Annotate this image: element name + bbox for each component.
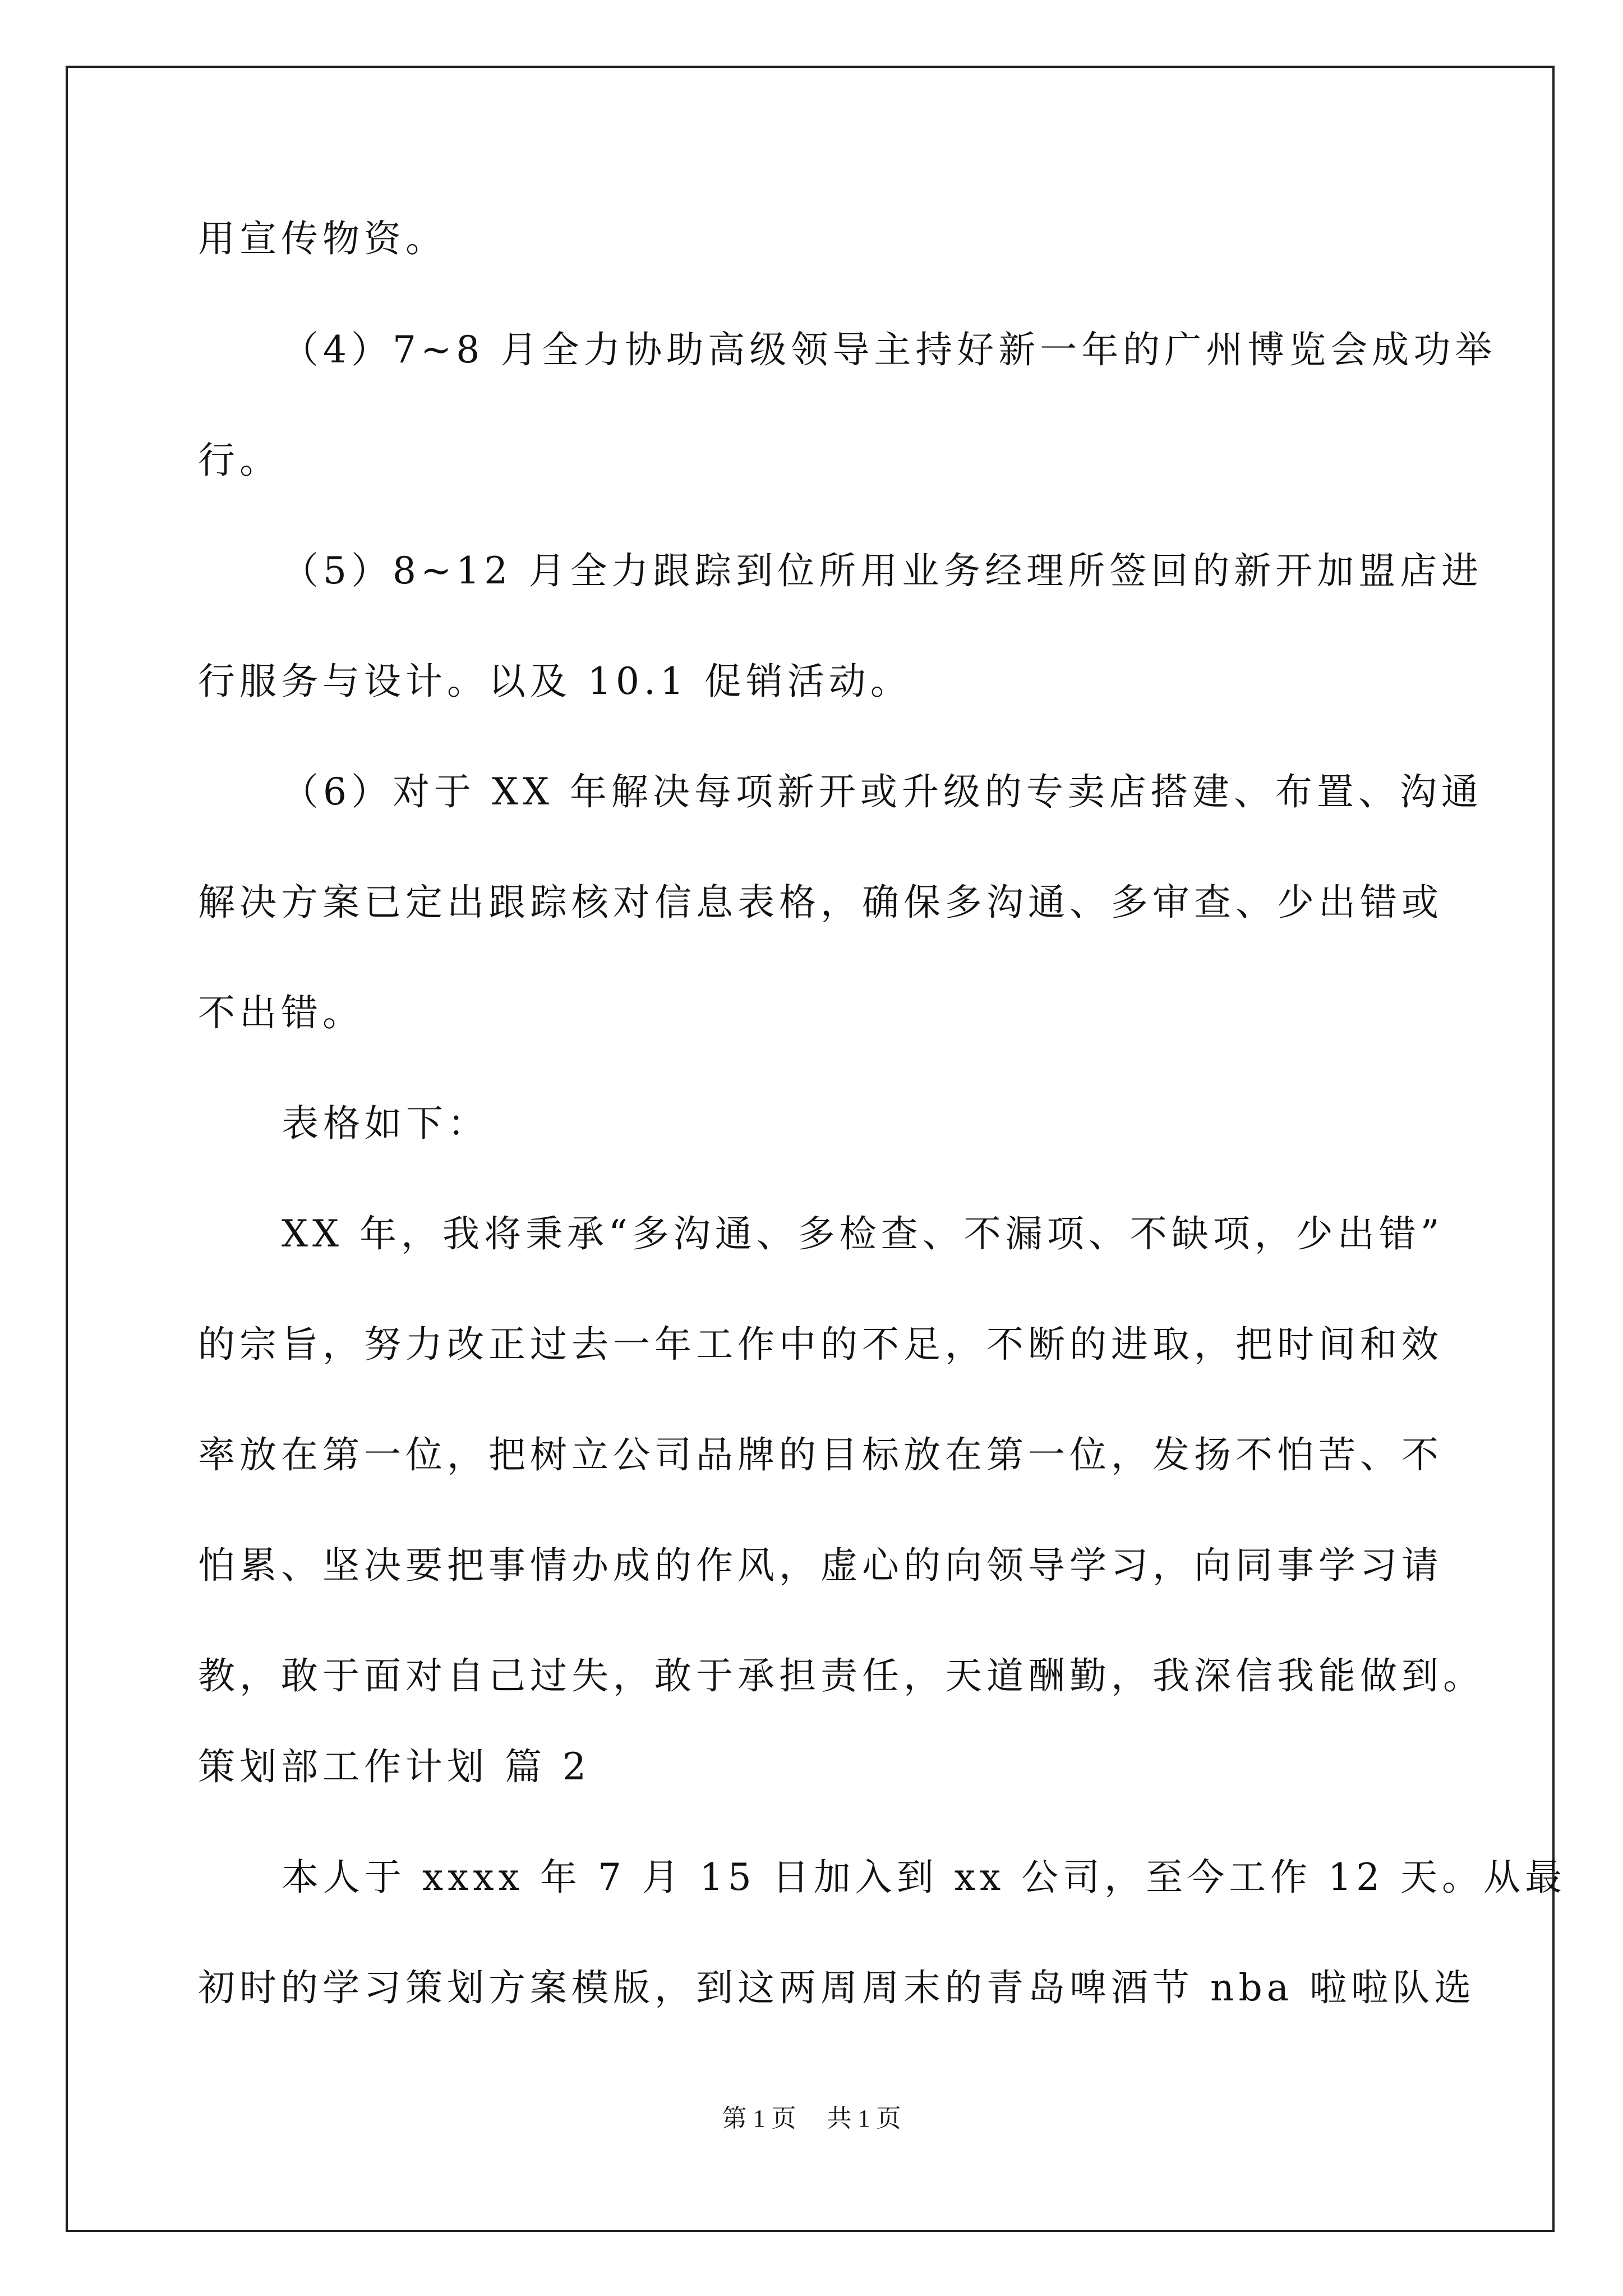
- page-total: 共 1 页: [827, 2105, 901, 2132]
- text-line: （5）8~12 月全力跟踪到位所用业务经理所签回的新开加盟店进: [282, 549, 1483, 592]
- text-line: 表格如下：: [282, 1102, 489, 1145]
- text-line: 解决方案已定出跟踪核对信息表格，确保多沟通、多审查、少出错或: [198, 881, 1443, 924]
- text-line: 初时的学习策划方案模版，到这两周周末的青岛啤酒节 nba 啦啦队选: [198, 1966, 1476, 2009]
- text-line: 不出错。: [198, 991, 364, 1034]
- text-line: 行服务与设计。以及 10.1 促销活动。: [198, 660, 912, 703]
- text-line: 教，敢于面对自己过失，敢于承担责任，天道酬勤，我深信我能做到。: [198, 1654, 1484, 1697]
- page-number: 第 1 页: [722, 2105, 796, 2132]
- page-border: [66, 66, 1555, 2232]
- text-line: 行。: [198, 439, 281, 482]
- text-line: XX 年，我将秉承“多沟通、多检查、不漏项、不缺项，少出错”: [282, 1212, 1444, 1255]
- text-line: 用宣传物资。: [198, 217, 447, 260]
- page-footer: [0, 2102, 1623, 2136]
- text-line: （4）7~8 月全力协助高级领导主持好新一年的广州博览会成功举: [282, 328, 1497, 371]
- text-line: 怕累、坚决要把事情办成的作风，虚心的向领导学习，向同事学习请: [198, 1544, 1443, 1587]
- section-heading: 策划部工作计划 篇 2: [198, 1745, 591, 1788]
- text-line: 本人于 xxxx 年 7 月 15 日加入到 xx 公司，至今工作 12 天。从最: [282, 1856, 1567, 1899]
- text-line: （6）对于 XX 年解决每项新开或升级的专卖店搭建、布置、沟通: [282, 770, 1483, 813]
- text-line: 率放在第一位，把树立公司品牌的目标放在第一位，发扬不怕苦、不: [198, 1433, 1443, 1476]
- text-line: 的宗旨，努力改正过去一年工作中的不足，不断的进取，把时间和效: [198, 1323, 1443, 1366]
